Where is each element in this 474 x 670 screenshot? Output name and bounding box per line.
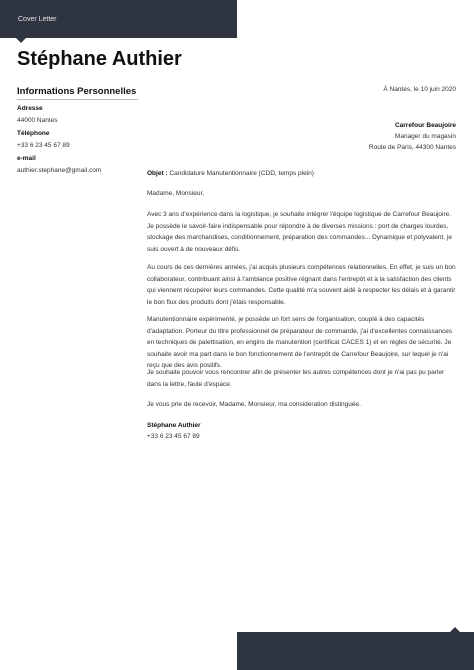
- header-notch: [16, 38, 26, 43]
- address-value: 44000 Nantes: [17, 117, 58, 124]
- email-label: e-mail: [17, 155, 36, 162]
- footer-bar: [237, 632, 474, 670]
- letter-object: [147, 168, 457, 180]
- signature-name: Stéphane Authier: [147, 422, 201, 429]
- paragraph-4: Je souhaite pouvoir vous rencontrer afin de présenter les autres compétences dont je n'ai pas pu parler dans la lettre, faute d'espace.: [147, 369, 445, 388]
- header-bar: [0, 0, 237, 38]
- candidate-name: Stéphane Authier: [17, 48, 182, 70]
- address-label: Adresse: [17, 105, 43, 112]
- paragraph-5: Je vous prie de recevoir, Madame, Monsieur, ma considération distinguée.: [147, 401, 361, 408]
- header-label: Cover Letter: [18, 16, 57, 23]
- signature-phone: +33 6 23 45 67 89: [147, 433, 200, 440]
- paragraph-1: Avec 3 ans d'expérience dans la logistique, je souhaite intégrer l'équipe logistique de Carrefour Beaujoire. Je possède le savoir-faire indispensable pour répondre à de diverses missions : port de charges lourdes, stockage des marchandises, conditionnement, préparation des commandes... Dynamique et polyvalent, je suis ouvert à de nouveaux défis.: [147, 211, 452, 253]
- recipient-address: Route de Paris, 44300 Nantes: [368, 144, 456, 151]
- section-divider: [17, 99, 138, 100]
- phone-value: +33 6 23 45 67 89: [17, 142, 70, 149]
- object-label: Objet :: [147, 170, 168, 177]
- personal-info-title: Informations Personnelles: [17, 86, 137, 97]
- recipient-role: Manager du magasin: [394, 133, 456, 140]
- paragraph-3: Manutentionnaire expérimenté, je possède un fort sens de l'organisation, couplé à des capacités d'adaptation. Porteur du titre professionnel de préparateur de commande, j'ai d'excellentes connaissances en techniques de palettisation, en engins de manutention (certificat CACES 1) et en règles de sécurité. Je souhaite avoir ma part dans le bon fonctionnement de l'entrepôt de Carrefour Beaujoire, sur lequel je n'ai reçu que des avis positifs.: [147, 316, 453, 370]
- paragraph-2: Au cours de ces dernières années, j'ai acquis plusieurs compétences relationnelles. En effet, je suis un bon collaborateur, contribuant ainsi à l'ambiance positive régnant dans l'entrepôt et à la satisfaction des clients qui viennent récupérer leurs commandes. Cette qualité m'a souvent aidé à respecter les délais et à garantir le bon flux des produits dont j'étais responsable.: [147, 264, 456, 306]
- object-text: Candidature Manutentionnaire (CDD, temps plein): [169, 170, 314, 177]
- phone-label: Téléphone: [17, 130, 50, 137]
- date-line: À Nantes, le 10 juin 2020: [383, 86, 456, 93]
- recipient-company: Carrefour Beaujoire: [394, 122, 456, 129]
- salutation: Madame, Monsieur,: [147, 190, 205, 197]
- email-value: authier.stephane@gmail.com: [17, 167, 102, 174]
